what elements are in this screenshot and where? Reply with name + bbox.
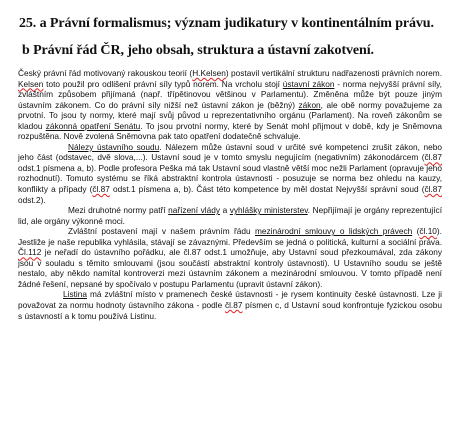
text-run: , ale obě normy považujeme za prvotní. To jsou ty normy, které mají svůj původ u reprezentativního orgánu (Parlament). Na roveň zákonům se kladou bbox=[18, 99, 442, 131]
paragraph-legal-hierarchy bbox=[18, 68, 442, 142]
underlined-term: nařízení vlády bbox=[168, 205, 221, 216]
text-run: písmen c, d Ustavní soud konfrontuje fyzickou osobu s ústavností a k tomu používá Listinu. bbox=[18, 300, 442, 321]
spellcheck-flagged-word: čl.87 bbox=[424, 184, 442, 195]
spellcheck-flagged-word: Čl.112 bbox=[18, 247, 42, 258]
text-run: . Nepřijímají je orgány reprezentující lid, ale orgány výkonné moci. bbox=[18, 205, 443, 226]
text-run: Zvláštní postavení mají v našem právním řádu bbox=[68, 226, 255, 237]
text-run: odst.1 písmena a, b). Podle profesora Peška má tak Ustavní soud vlastně větší moc nežli Parlament (opravuje jeho rozhodnutí). Tomuto systému se říká abstraktní kontrola ústavnosti - posuzuje se norma bez ohledu na kauzy, konflikty a případy ( bbox=[18, 162, 442, 195]
text-run: odst.1 písmena a, b). Část této kompetence by měl dostat Nejvyšší správní soud ( bbox=[109, 184, 425, 195]
text-run: odst.2). bbox=[18, 194, 46, 205]
underlined-term: vyhlášky ministerstev bbox=[229, 205, 308, 216]
text-run: . To jsou prvotní normy, které by Senát mohl přijmout v době, kdy je Sněmovna rozpuštěna. Nově zvolená Sněmovna pak tato opatření dodatečně schvaluje. bbox=[18, 120, 442, 142]
spellcheck-flagged-word: čl.87 bbox=[224, 300, 243, 311]
text-run: ) postavil vertikální strukturu nadřazenosti právních norem. bbox=[225, 68, 443, 78]
spellcheck-flagged-word: Kelsen bbox=[18, 78, 44, 89]
underlined-term: Nálezy ústavního soudu bbox=[68, 141, 160, 152]
spellcheck-flagged-word: čl.10 bbox=[419, 226, 437, 237]
text-run: . Nálezem může ústavní soud v určité své kompetenci zrušit zákon, nebo jeho část (odstavec, dvě slova,...). Ustavní soud je v tomto smyslu negujícím (negativním) zákonodárcem ( bbox=[18, 141, 442, 163]
underlined-term: zákon bbox=[298, 99, 321, 110]
heading-question-25b: b Právní řád ČR, jeho obsah, struktura a ústavní zakotvení. bbox=[22, 43, 374, 58]
underlined-term: mezinárodní smlouvy o lidských právech bbox=[254, 226, 413, 237]
spellcheck-flagged-word: čl.87 bbox=[424, 152, 442, 163]
text-run: ). Jestliže je naše republika vyhlásila, stávají se závaznými. Především se jedná o politická, kulturní a sociální práva. bbox=[18, 226, 442, 247]
underlined-term: ústavní zákon bbox=[282, 78, 335, 89]
body-text bbox=[18, 68, 442, 321]
text-run: - norma nejvyšší právní síly, zvláštním způsobem přijímaná (např. třípětinovou většinou v Parlamentu). Změněna může být pouze jiným ústavním zákonem. Co do právní síly nižší než ústavní zákon je (běžný) bbox=[18, 78, 442, 110]
text-run: Mezi druhotné normy patří bbox=[68, 205, 169, 216]
text-run: má zvláštní místo v pramenech české ústavnosti - je rysem kontinuity české ústavnosti. Lze ji považovat za normu hodnoty ústavního zákona - podle bbox=[18, 289, 442, 311]
spellcheck-flagged-word: čl.87 bbox=[92, 184, 110, 195]
text-run: a bbox=[220, 205, 230, 216]
text-run: toto použil pro odlišení právní síly typů norem. Na vrcholu stojí bbox=[43, 78, 283, 89]
underlined-term: zákonná opatření Senátu bbox=[45, 120, 141, 131]
paragraph-charter bbox=[18, 289, 442, 321]
paragraph-secondary-norms bbox=[18, 205, 442, 226]
heading-question-25a: 25. a Právní formalismus; význam judikatury v kontinentálním právu. bbox=[19, 16, 434, 31]
underlined-term: Listina bbox=[63, 289, 87, 300]
text-run: Český právní řád motivovaný rakouskou teorií ( bbox=[18, 68, 193, 78]
paragraph-constitutional-court bbox=[18, 142, 442, 205]
text-run: ( bbox=[412, 226, 420, 237]
text-run: je neřadí do ústavního pořádku, ale čl.87 odst.1 umožňuje, aby Ustavní soud přezkoumával, zda zákony jsou v souladu s těmito smlouvami (jsou součástí abstraktní kontroly ústavnosti). U Ustavního soudu se ještě nestalo, aby někdo namítal kontroverzi mezi ústavním zákonem a mezinárodní smlouvou. V tomto případě není žádné řešení, nepsané by spočívalo v postupu Parlamentu (upravit ústavní zákon). bbox=[18, 247, 442, 289]
spellcheck-flagged-word: H.Kelsen bbox=[192, 68, 226, 78]
paragraph-international-treaties bbox=[18, 226, 442, 289]
